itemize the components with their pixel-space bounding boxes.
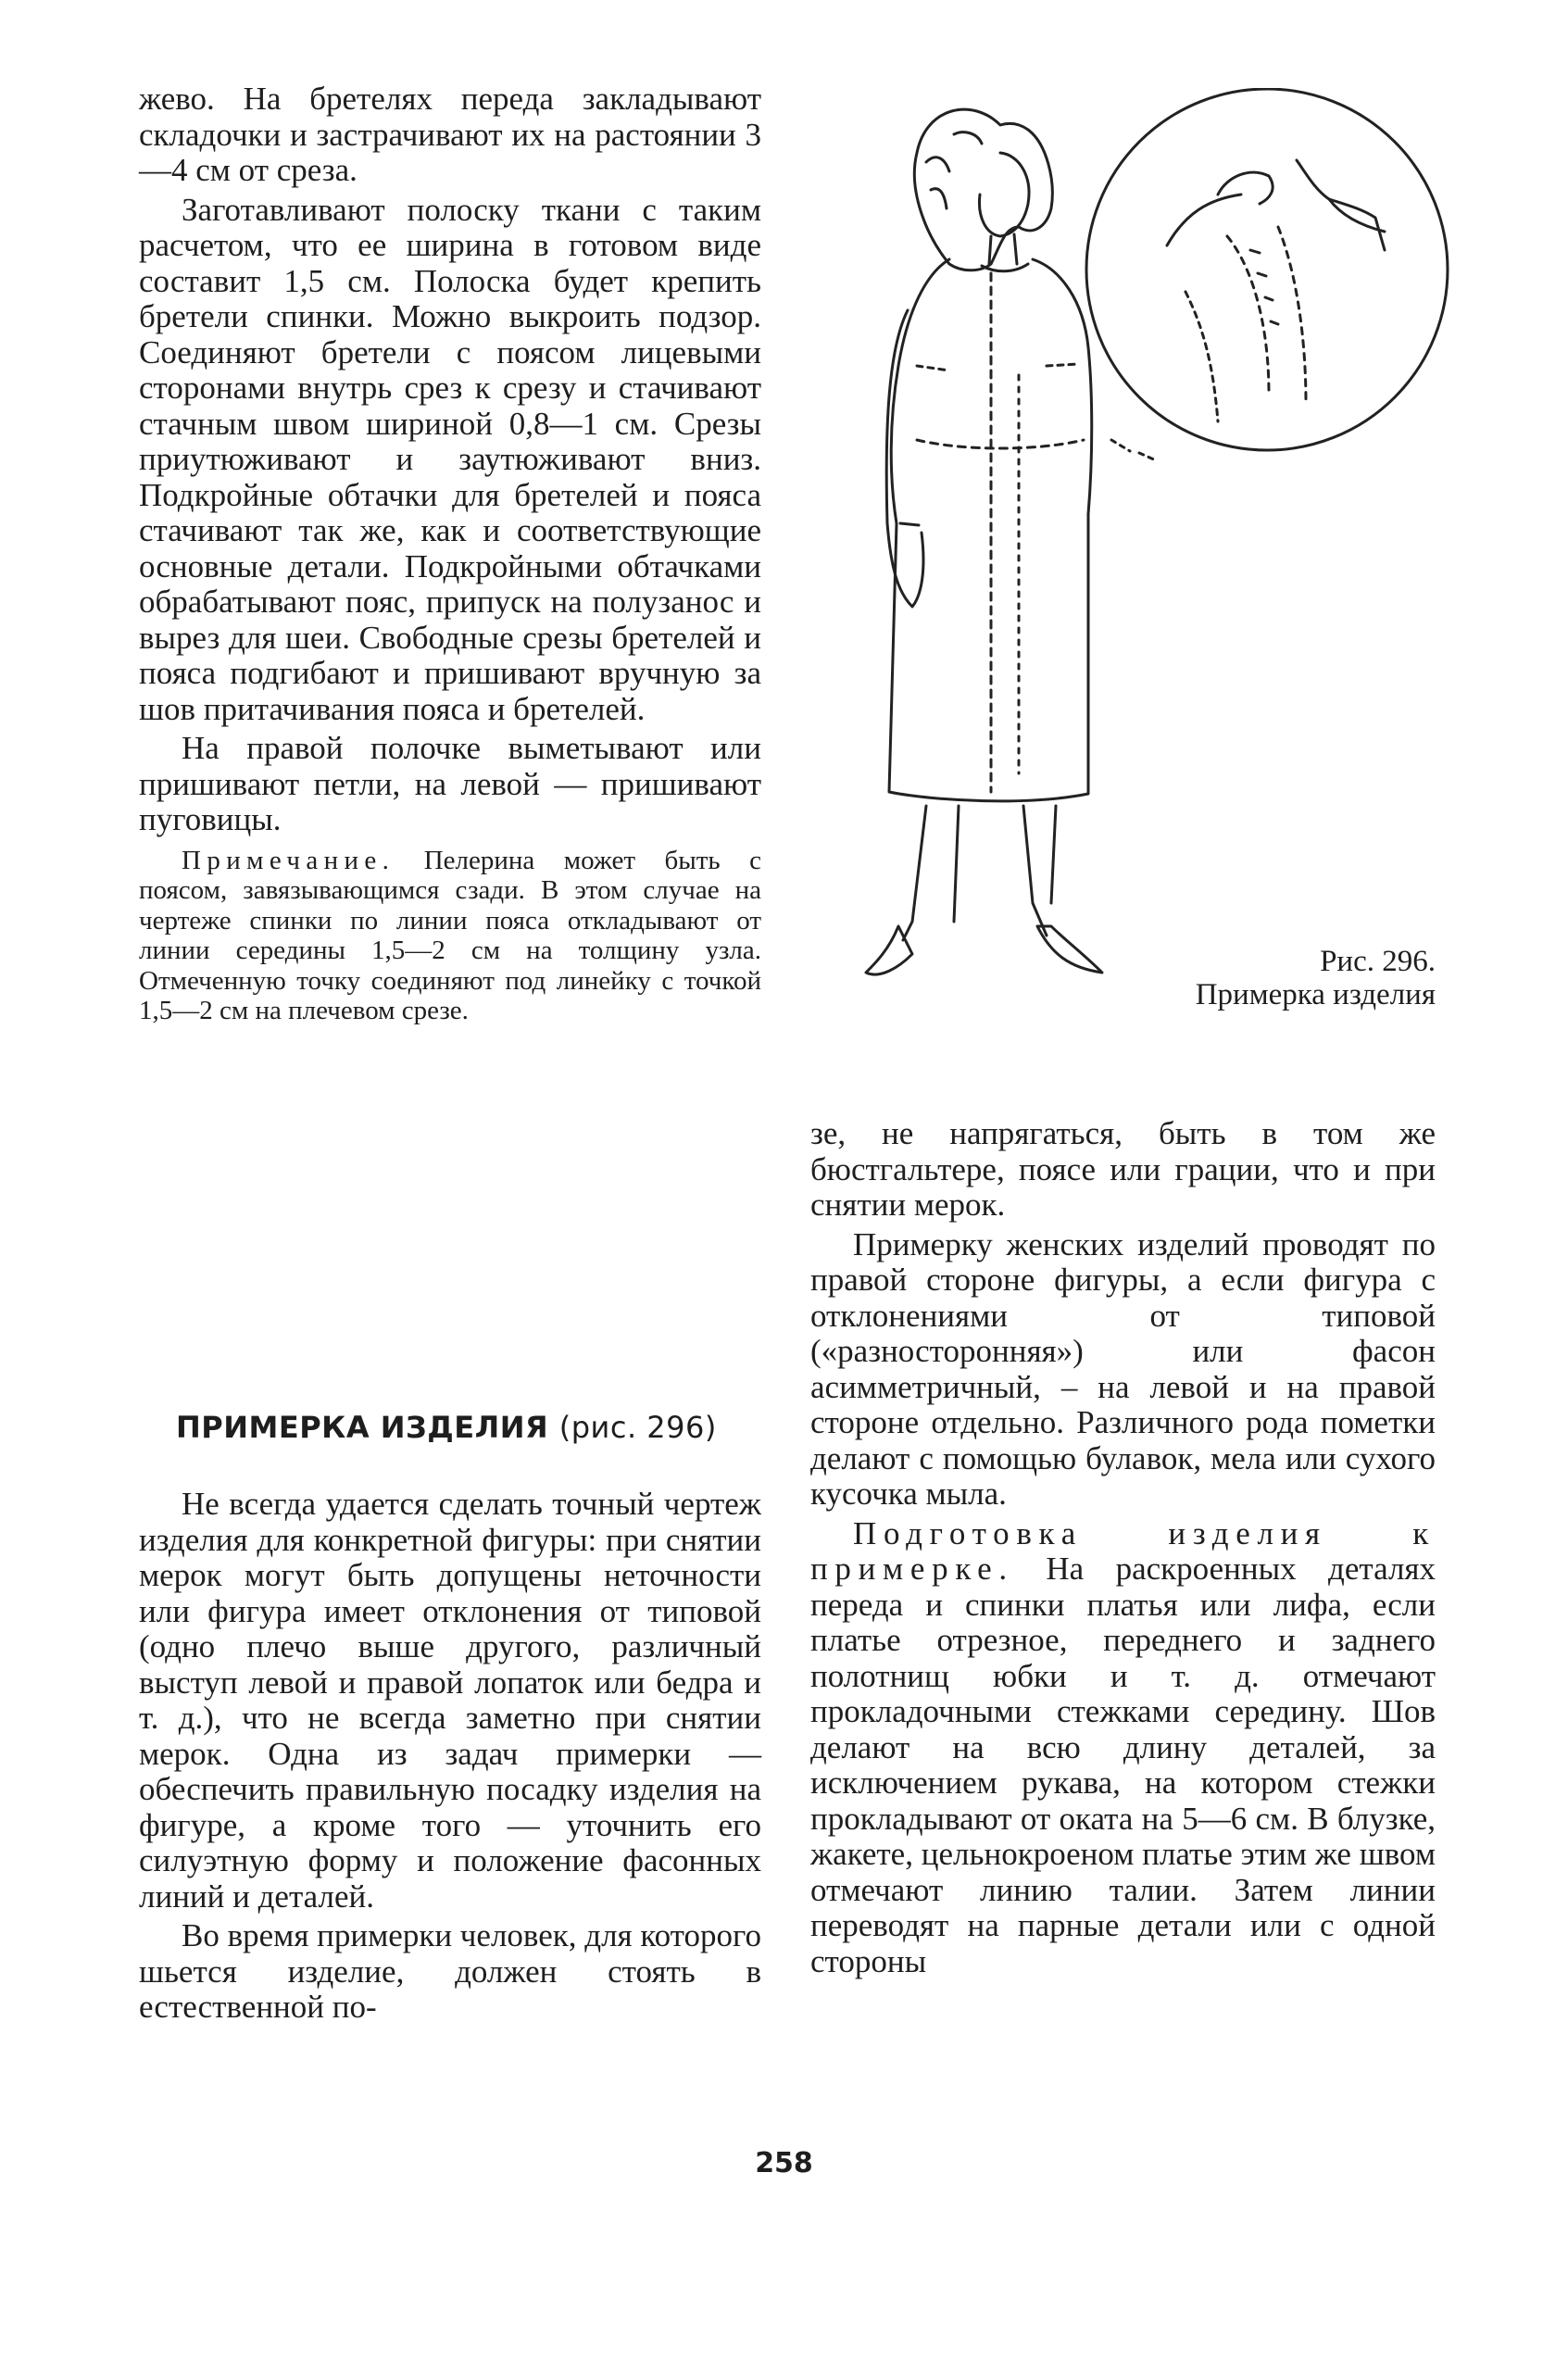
paragraph: [810, 1516, 1436, 1980]
section-title: ПРИМЕРКА ИЗДЕЛИЯ: [176, 1410, 549, 1445]
caption-number: Рис. 296.: [1320, 945, 1436, 978]
paragraph-text: На раскроенных деталях переда и спинки платья или лифа, если платье отрезное, переднего и заднего полотнищ юбки и т. д. отмечают прокладочными стежками середину. Шов делают на всю длину деталей, за исключением рукава, на котором стежки прокладывают от оката на 5—6 см. В блузке, жакете, цельнокроеном платье этим же швом отмечают линию талии. Затем линии переводят на парные детали или с одной стороны: [810, 1551, 1436, 1979]
fitting-illustration: [861, 88, 1468, 1010]
section-heading: [176, 1410, 769, 1445]
note-text: Пелерина может быть с поясом, завязывающимся сзади. В этом случае на чертеже спинки по линии пояса откладывают от линии середины 1,5—2 см на толщину узла. Отмеченную точку соединяют под линейку с точкой 1,5—2 см на плечевом срезе.: [139, 845, 761, 1025]
paragraph: Примерку женских изделий проводят по правой стороне фигуры, а если фигура с отклонениями от типовой («разносторонняя») или фасон асимметричный, – на левой и на правой стороне отдельно. Различного рода пометки делают с помощью булавок, мела или сухого кусочка мыла.: [810, 1225, 1436, 1512]
figure-296: [861, 88, 1468, 1010]
section-figure-ref: (рис. 296): [558, 1410, 717, 1445]
note-label: Примечание.: [182, 845, 395, 875]
paragraph: На правой полочке выметывают или пришивают петли, на левой — пришивают пуговицы.: [139, 730, 761, 837]
page-number: 258: [755, 2147, 813, 2179]
figure-caption: [1065, 945, 1436, 1011]
left-column-bottom: [139, 1487, 761, 2026]
paragraph: Во время примерки человек, для которого шьется изделие, должен стоять в естественной по-: [139, 1917, 761, 2025]
caption-title: Примерка изделия: [1195, 978, 1436, 1011]
paragraph: Заготавливают полоску ткани с таким расчетом, что ее ширина в готовом виде составит 1,5 см. Полоска будет крепить бретели спинки. Можно выкроить подзор. Соединяют бретели с поясом лицевыми сторонами внутрь срез к срезу и стачивают стачным швом шириной 0,8—1 см. Срезы приутюживают и заутюживают вниз. Подкройные обтачки для бретелей и пояса стачивают так же, как и соответствующие основные детали. Подкройными обтачками обрабатывают пояс, припуск на полузанос и вырез для шеи. Свободные срезы бретелей и пояса подгибают и пришивают вручную за шов притачивания пояса и бретелей.: [139, 191, 761, 727]
right-column: [810, 1116, 1436, 1979]
paragraph: зе, не напрягаться, быть в том же бюстгальтере, поясе или грации, что и при снятии мерок.: [810, 1115, 1436, 1223]
subheading-inline: Подготовка изделия к примерке.: [810, 1514, 1436, 1587]
paragraph: Не всегда удается сделать точный чертеж изделия для конкретной фигуры: при снятии мерок могут быть допущены неточности или фигура имеет отклонения от типовой (одно плечо выше другого, различный выступ левой и правой лопаток или бедра и т. д.), что не всегда заметно при снятии мерок. Одна из задач примерки — обеспечить правильную посадку изделия на фигуре, а кроме того — уточнить его силуэтную форму и положение фасонных линий и деталей.: [139, 1486, 761, 1915]
paragraph: жево. На бретелях переда закладывают складочки и застрачивают их на растоянии 3—4 см от среза.: [139, 81, 761, 188]
left-column-top: [139, 82, 761, 1026]
note-paragraph: [139, 846, 761, 1026]
face-outline: [979, 153, 1029, 236]
detail-magnifier-circle: [1086, 89, 1448, 450]
